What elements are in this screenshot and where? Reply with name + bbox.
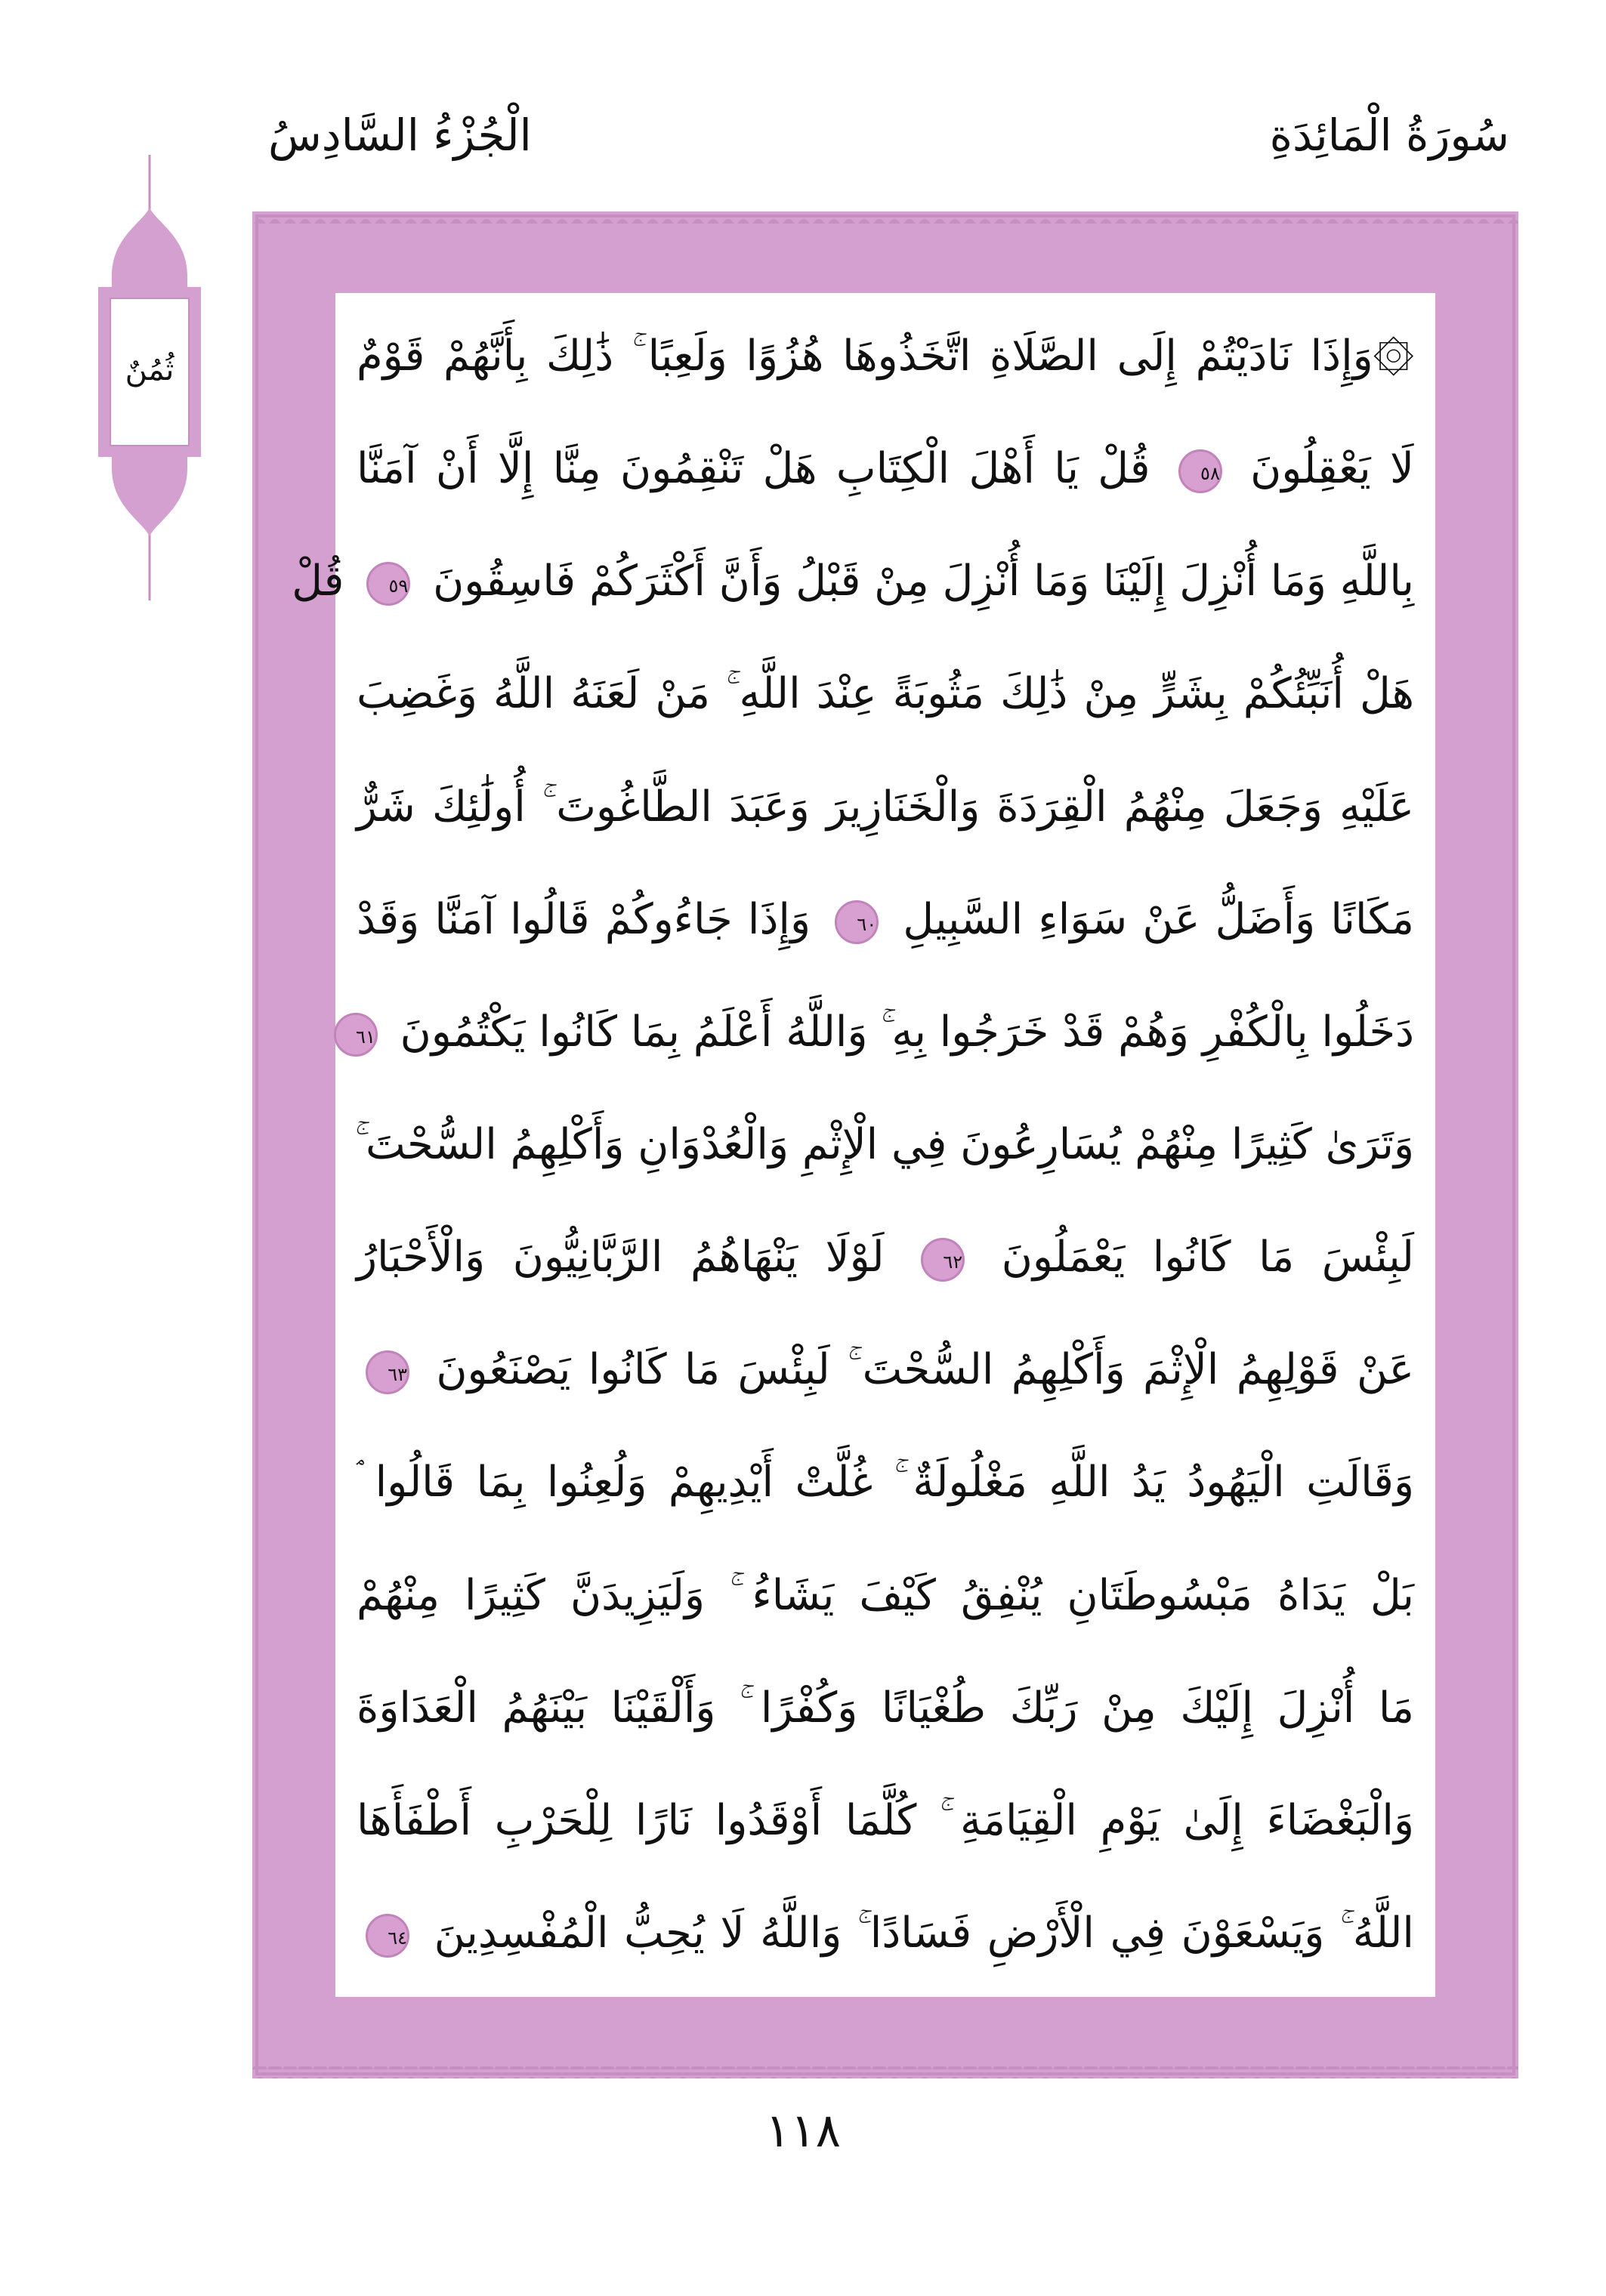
verse-text: اللَّهُ ۚ وَيَسْعَوْنَ فِي الْأَرْضِ فَسَادًا ۚ وَاللَّهُ لَا يُحِبُّ الْمُفْسِدِينَ (434, 1908, 1414, 1958)
verse-line (357, 646, 1414, 742)
verse-text: لَا يَعْقِلُونَ (1250, 444, 1414, 494)
verse-text: بِاللَّهِ وَمَا أُنْزِلَ إِلَيْنَا وَمَا أُنْزِلَ مِنْ قَبْلُ وَأَنَّ أَكْثَرَكُمْ فَاسِقُونَ (433, 557, 1414, 606)
ayah-number-marker: ٥٩ (366, 562, 410, 606)
verse-line (357, 308, 1414, 405)
page-frame (252, 211, 1518, 2078)
verse-text: وَالْبَغْضَاءَ إِلَىٰ يَوْمِ الْقِيَامَةِ ۚ كُلَّمَا أَوْقَدُوا نَارًا لِلْحَرْبِ أَطْفَأَهَا (357, 1795, 1414, 1845)
verse-line (357, 1885, 1414, 1982)
verse-line (357, 872, 1414, 968)
verse-text: هَلْ أُنَبِّئُكُمْ بِشَرٍّ مِنْ ذَٰلِكَ مَثُوبَةً عِنْدَ اللَّهِ ۚ مَنْ لَعَنَهُ اللَّهُ وَغَضِبَ (357, 669, 1414, 719)
verse-line (357, 984, 1414, 1081)
verse-text: مَا أُنْزِلَ إِلَيْكَ مِنْ رَبِّكَ طُغْيَانًا وَكُفْرًا ۚ وَأَلْقَيْنَا بَيْنَهُمُ الْعَدَاوَةَ (357, 1683, 1414, 1733)
page-number: ١١٨ (765, 2103, 841, 2158)
verse-text: عَنْ قَوْلِهِمُ الْإِثْمَ وَأَكْلِهِمُ السُّحْتَ ۚ لَبِئْسَ مَا كَانُوا يَصْنَعُونَ (436, 1345, 1414, 1395)
verse-text: لَبِئْسَ مَا كَانُوا يَعْمَلُونَ (1001, 1233, 1414, 1282)
verse-line (357, 421, 1414, 517)
verse-text: وَقَالَتِ الْيَهُودُ يَدُ اللَّهِ مَغْلُولَةٌ ۚ غُلَّتْ أَيْدِيهِمْ وَلُعِنُوا بِمَا قَالُوا ۘ (357, 1458, 1414, 1508)
verse-line (357, 1434, 1414, 1531)
verse-line (292, 533, 1414, 630)
ayah-number-marker: ٥٨ (1178, 449, 1222, 493)
ayah-number-marker: ٦٤ (366, 1914, 409, 1958)
verse-line (357, 1660, 1414, 1757)
surah-name: سُورَةُ الْمَائِدَةِ (1269, 110, 1509, 161)
ayah-number-marker: ٦٣ (366, 1350, 409, 1394)
verse-line (357, 1548, 1414, 1644)
verse-line (357, 1322, 1414, 1418)
verse-text: وَإِذَا جَاءُوكُمْ قَالُوا آمَنَّا وَقَدْ (357, 894, 811, 944)
ayah-number-marker: ٦١ (334, 1013, 378, 1057)
verse-text: دَخَلُوا بِالْكُفْرِ وَهُمْ قَدْ خَرَجُوا بِهِ ۚ وَاللَّهُ أَعْلَمُ بِمَا كَانُوا يَكْتُمُونَ (400, 1007, 1414, 1057)
ayah-number-marker: ٦٢ (921, 1238, 965, 1282)
juz-name: الْجُزْءُ السَّادِسُ (268, 110, 532, 161)
ayah-number-marker: ٦٠ (835, 900, 879, 944)
verse-text: بَلْ يَدَاهُ مَبْسُوطَتَانِ يُنْفِقُ كَيْفَ يَشَاءُ ۚ وَلَيَزِيدَنَّ كَثِيرًا مِنْهُمْ (357, 1570, 1414, 1620)
verse-line (357, 1773, 1414, 1869)
verse-text: مَكَانًا وَأَضَلُّ عَنْ سَوَاءِ السَّبِيلِ (903, 894, 1414, 944)
verse-line (357, 1209, 1414, 1306)
hizb-marker-label: ثُمُنٌ (125, 353, 174, 387)
verse-text: قُلْ يَا أَهْلَ الْكِتَابِ هَلْ تَنْقِمُونَ مِنَّا إِلَّا أَنْ آمَنَّا (357, 444, 1150, 494)
verse-line (357, 1097, 1414, 1193)
verse-text: وَتَرَىٰ كَثِيرًا مِنْهُمْ يُسَارِعُونَ فِي الْإِثْمِ وَالْعُدْوَانِ وَأَكْلِهِمُ السُّحْتَ ۚ (355, 1119, 1414, 1169)
verse-text: لَوْلَا يَنْهَاهُمُ الرَّبَّانِيُّونَ وَالْأَحْبَارُ (357, 1233, 885, 1282)
verse-line (357, 759, 1414, 856)
verse-text: قُلْ (292, 557, 344, 606)
verse-text-panel (292, 293, 1435, 1997)
verse-text: عَلَيْهِ وَجَعَلَ مِنْهُمُ الْقِرَدَةَ وَالْخَنَازِيرَ وَعَبَدَ الطَّاغُوتَ ۚ أُولَٰئِكَ شَرٌّ (357, 782, 1414, 832)
verse-text: ۞وَإِذَا نَادَيْتُمْ إِلَى الصَّلَاةِ اتَّخَذُوهَا هُزُوًا وَلَعِبًا ۚ ذَٰلِكَ بِأَنَّهُمْ قَوْمٌ (357, 332, 1414, 381)
